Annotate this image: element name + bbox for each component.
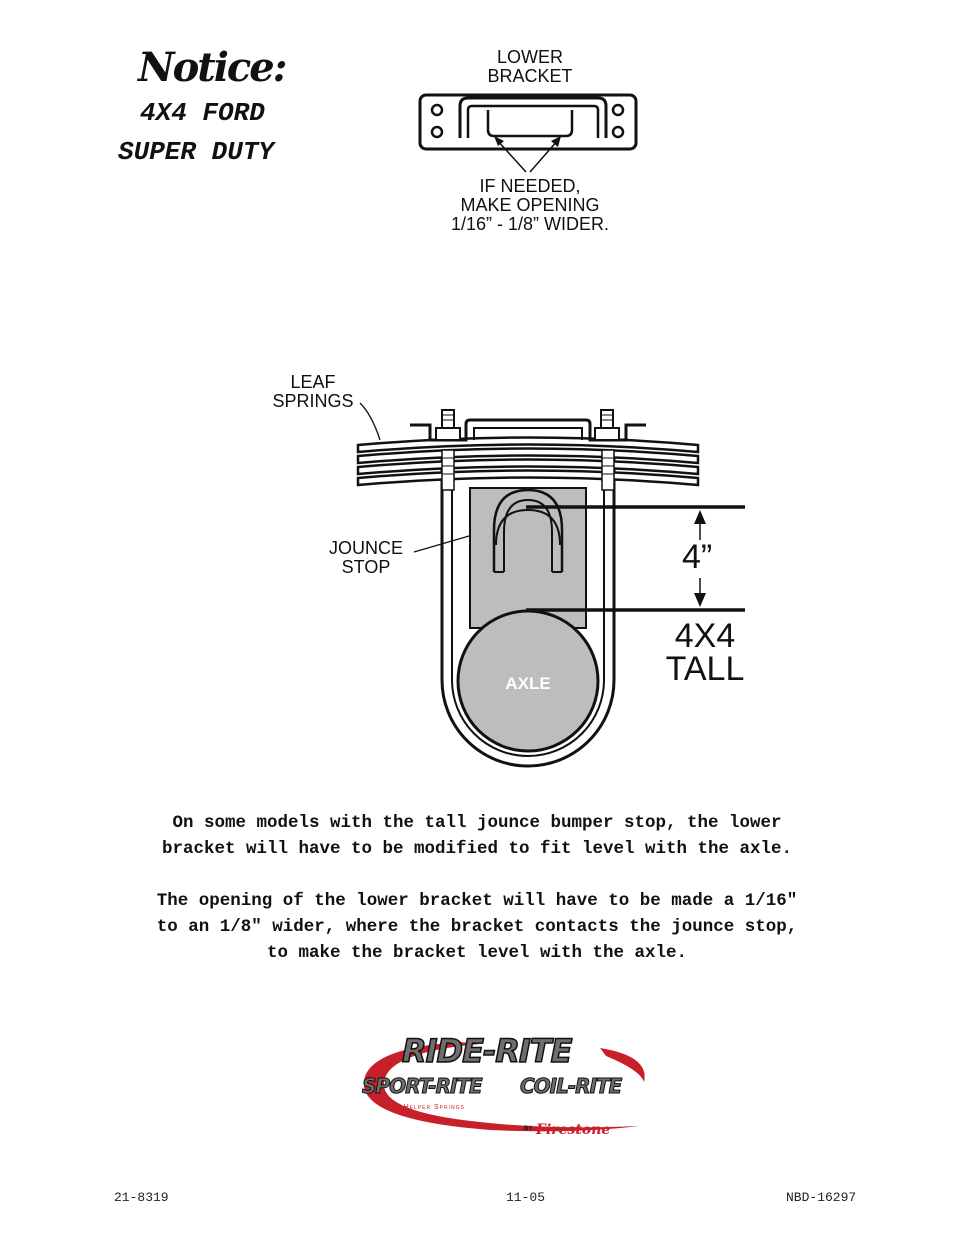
jounce-stop-label-line2: STOP bbox=[341, 557, 391, 577]
instructions-paragraph-1 bbox=[60, 810, 894, 862]
tall-label bbox=[660, 617, 750, 688]
logo-maker: Firestone bbox=[536, 1122, 611, 1138]
notice-title: Notice: bbox=[138, 44, 286, 91]
logo-by: BY bbox=[524, 1126, 533, 1132]
model-line-2: SUPER DUTY bbox=[118, 137, 275, 167]
bracket-note-line2: MAKE OPENING bbox=[460, 195, 600, 215]
axle-label: AXLE bbox=[505, 674, 551, 693]
tall-label-line2: TALL bbox=[665, 650, 745, 688]
instructions-paragraph-2 bbox=[60, 888, 894, 966]
lower-bracket-label-line2: BRACKET bbox=[487, 66, 573, 86]
instructions-p1-line1: On some models with the tall jounce bumper stop, the lower bbox=[172, 813, 782, 833]
logo-tagline: Air Helper Springs bbox=[388, 1104, 465, 1111]
instructions-p1-line2: bracket will have to be modified to fit level with the axle. bbox=[161, 839, 793, 859]
leaf-springs-label-line1: LEAF bbox=[290, 372, 336, 392]
logo-brand: RIDE-RITE bbox=[402, 1032, 572, 1070]
instructions-p2-line2: to an 1/8" wider, where the bracket contacts the jounce stop, bbox=[156, 917, 798, 937]
tall-label-line1: 4X4 bbox=[674, 617, 736, 655]
lower-bracket-label-line1: LOWER bbox=[496, 47, 563, 67]
footer-date: 11-05 bbox=[506, 1190, 546, 1205]
bracket-note-line1: IF NEEDED, bbox=[479, 176, 581, 196]
instructions-p2-line3: to make the bracket level with the axle. bbox=[266, 943, 688, 963]
model-line-1: 4X4 FORD bbox=[140, 98, 265, 128]
footer-part-number: 21-8319 bbox=[114, 1190, 169, 1205]
dimension-label: 4” bbox=[682, 538, 713, 576]
logo-coil-rite: COIL-RITE bbox=[520, 1074, 622, 1098]
footer-doc-number: NBD-16297 bbox=[786, 1190, 857, 1205]
ride-rite-logo bbox=[350, 1030, 660, 1140]
logo-sport-rite: SPORT-RITE bbox=[362, 1074, 482, 1098]
instructions-p2-line1: The opening of the lower bracket will have to be made a 1/16" bbox=[156, 891, 798, 911]
bracket-note-line3: 1/16” - 1/8” WIDER. bbox=[450, 214, 610, 234]
jounce-stop-label-line1: JOUNCE bbox=[328, 538, 403, 558]
leaf-springs-label-line2: SPRINGS bbox=[272, 391, 354, 411]
